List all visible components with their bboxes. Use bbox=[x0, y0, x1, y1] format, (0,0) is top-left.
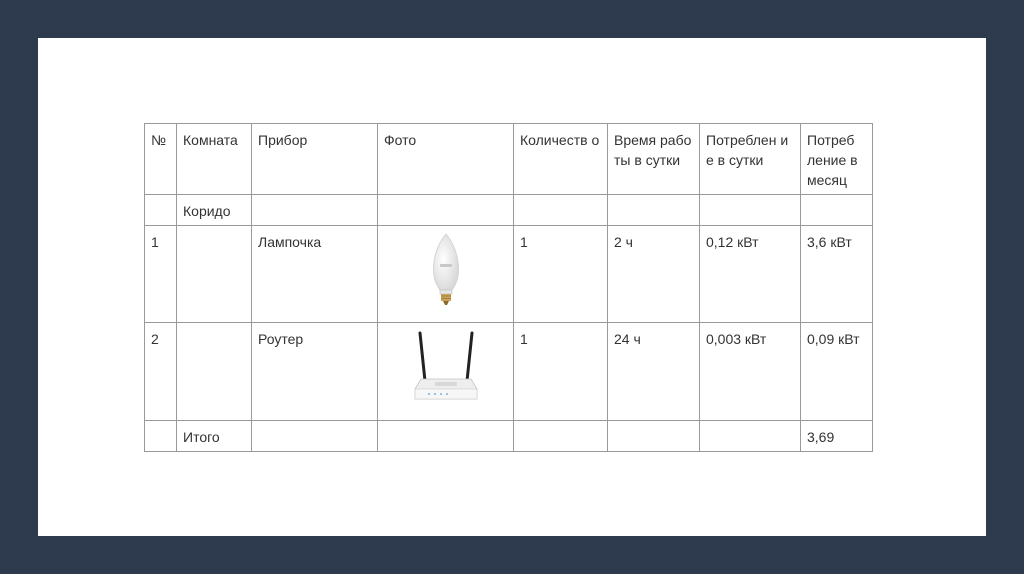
table-cell bbox=[514, 195, 608, 226]
table-cell: 1 bbox=[514, 226, 608, 323]
table-cell bbox=[378, 195, 514, 226]
table-cell bbox=[608, 421, 700, 452]
table-cell: 24 ч bbox=[608, 323, 700, 421]
table-cell: Коридо bbox=[177, 195, 252, 226]
table-cell bbox=[700, 421, 801, 452]
table-row bbox=[145, 226, 873, 323]
energy-table bbox=[144, 123, 873, 452]
table-cell: 1 bbox=[145, 226, 177, 323]
table-cell: 0,09 кВт bbox=[801, 323, 873, 421]
table-cell bbox=[252, 421, 378, 452]
header-cell: Время работы в сутки bbox=[608, 124, 700, 195]
total-row bbox=[145, 421, 873, 452]
table-cell bbox=[514, 421, 608, 452]
header-cell: № bbox=[145, 124, 177, 195]
table-cell: 3,6 кВт bbox=[801, 226, 873, 323]
slide bbox=[38, 38, 986, 536]
header-cell: Прибор bbox=[252, 124, 378, 195]
table-row bbox=[145, 195, 873, 226]
table-cell: 2 ч bbox=[608, 226, 700, 323]
table-cell bbox=[177, 226, 252, 323]
table-cell bbox=[177, 323, 252, 421]
table-cell bbox=[801, 195, 873, 226]
table-cell: Роутер bbox=[252, 323, 378, 421]
light-bulb-photo bbox=[426, 232, 466, 308]
table-cell: 2 bbox=[145, 323, 177, 421]
table-cell: 1 bbox=[514, 323, 608, 421]
header-row bbox=[145, 124, 873, 195]
table-cell bbox=[252, 195, 378, 226]
router-photo bbox=[411, 329, 481, 405]
table-cell bbox=[145, 195, 177, 226]
header-cell: Комната bbox=[177, 124, 252, 195]
table-cell: 0,12 кВт bbox=[700, 226, 801, 323]
photo-cell bbox=[378, 323, 514, 421]
table-cell bbox=[608, 195, 700, 226]
photo-cell bbox=[378, 226, 514, 323]
table-cell: 0,003 кВт bbox=[700, 323, 801, 421]
table-cell: Итого bbox=[177, 421, 252, 452]
table-cell: Лампочка bbox=[252, 226, 378, 323]
table-cell: 3,69 bbox=[801, 421, 873, 452]
header-cell: Потреб ление в месяц bbox=[801, 124, 873, 195]
table-cell bbox=[145, 421, 177, 452]
header-cell: Потреблен ие в сутки bbox=[700, 124, 801, 195]
header-cell: Фото bbox=[378, 124, 514, 195]
table-cell bbox=[700, 195, 801, 226]
table-row bbox=[145, 323, 873, 421]
header-cell: Количеств о bbox=[514, 124, 608, 195]
table-cell bbox=[378, 421, 514, 452]
